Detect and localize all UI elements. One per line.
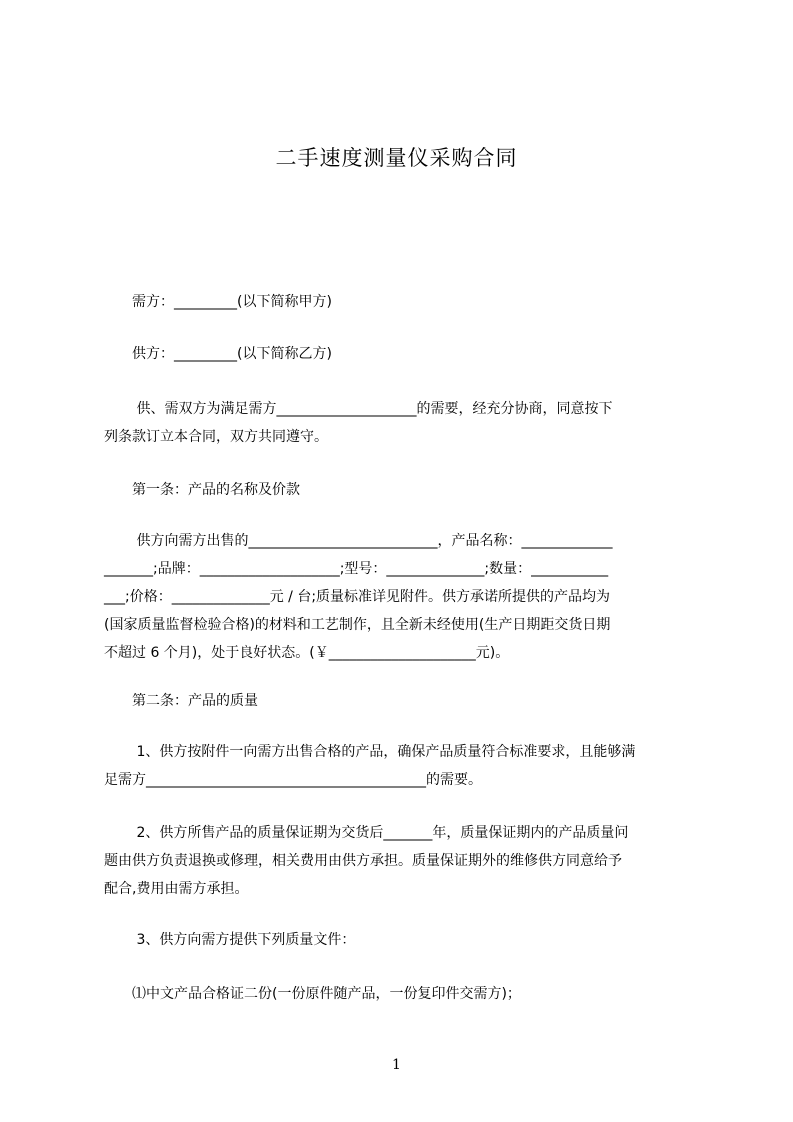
clause-2 — [104, 819, 704, 903]
intro-paragraph — [104, 395, 704, 451]
text-line: 1、供方按附件一向需方出售合格的产品，确保产品质量符合标准要求，且能够满 — [104, 744, 636, 760]
text-line: 3、供方向需方提供下列质量文件： — [104, 932, 356, 948]
text-line: 题由供方负责退换或修理，相关费用由供方承担。质量保证期外的维修供方同意给予 — [104, 853, 622, 869]
text-line: 第二条：产品的质量 — [104, 693, 258, 709]
buyer-line — [104, 288, 704, 316]
text-line: 配合,费用由需方承担。 — [104, 881, 249, 897]
document-title: 二手速度测量仪采购合同 — [275, 146, 518, 170]
text-line: 第一条：产品的名称及价款 — [104, 482, 300, 498]
article-1-heading — [104, 476, 704, 504]
text-line: _______;品牌：____________________;型号：______________;数量：___________ — [104, 561, 609, 577]
text-line: 不超过 6 个月)，处于良好状态。(￥_____________________元)。 — [104, 645, 510, 661]
text-line: 供方向需方出售的___________________________，产品名称：_____________ — [104, 533, 613, 549]
page-number: 1 — [392, 1057, 401, 1073]
text-line: ___;价格：______________元 / 台;质量标准详见附件。供方承诺所提供的产品均为 — [104, 589, 611, 605]
clause-1 — [104, 738, 704, 794]
article-1-body — [104, 527, 704, 667]
text-line: (国家质量监督检验合格)的材料和工艺制作，且全新未经使用(生产日期距交货日期 — [104, 617, 611, 633]
supplier-line — [104, 340, 704, 368]
clause-3-item-1 — [104, 980, 704, 1008]
article-2-heading — [104, 687, 704, 715]
clause-3 — [104, 926, 704, 954]
text-line: 供方：_________(以下简称乙方) — [104, 346, 332, 362]
text-line: ⑴中文产品合格证二份(一份原件随产品，一份复印件交需方)； — [104, 986, 521, 1002]
text-line: 2、供方所售产品的质量保证期为交货后_______年，质量保证期内的产品质量问 — [104, 825, 629, 841]
text-line: 足需方________________________________________的需要。 — [104, 772, 482, 788]
text-line: 供、需双方为满足需方____________________的需要，经充分协商，同意按下 — [104, 401, 613, 417]
text-line: 需方：_________(以下简称甲方) — [104, 294, 332, 310]
text-line: 列条款订立本合同，双方共同遵守。 — [104, 429, 328, 445]
